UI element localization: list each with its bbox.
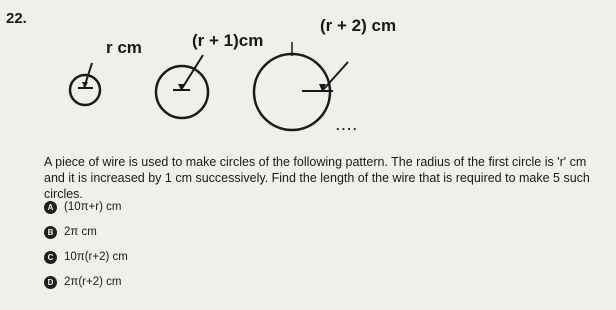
- continuation-dots: ....: [336, 118, 359, 133]
- circle-3-label: (r + 2) cm: [320, 16, 397, 35]
- option-c-text: 10π(r+2) cm: [64, 251, 128, 263]
- option-b[interactable]: [44, 224, 128, 240]
- option-c[interactable]: [44, 249, 128, 265]
- option-c-letter: C: [44, 251, 57, 264]
- option-a-letter: A: [44, 201, 57, 214]
- question-text: A piece of wire is used to make circles of the following pattern. The radius of the first circle is 'r' cm and it is increased by 1 cm successively. Find the length of the wire that is required to make 5 such circles.: [44, 155, 590, 201]
- circle-2: [156, 55, 208, 118]
- circle-3: [254, 42, 348, 130]
- option-a[interactable]: [44, 199, 128, 215]
- question-number: 22.: [6, 10, 27, 27]
- option-d-text: 2π(r+2) cm: [64, 276, 122, 288]
- options-list: [44, 199, 128, 299]
- circle-1: [70, 63, 100, 105]
- option-b-letter: B: [44, 226, 57, 239]
- option-d[interactable]: [44, 274, 128, 290]
- option-b-text: 2π cm: [64, 226, 97, 238]
- circle-1-label: r cm: [106, 38, 142, 57]
- option-d-letter: D: [44, 276, 57, 289]
- option-a-text: (10π+r) cm: [64, 201, 122, 213]
- circle-2-label: (r + 1)cm: [192, 31, 264, 50]
